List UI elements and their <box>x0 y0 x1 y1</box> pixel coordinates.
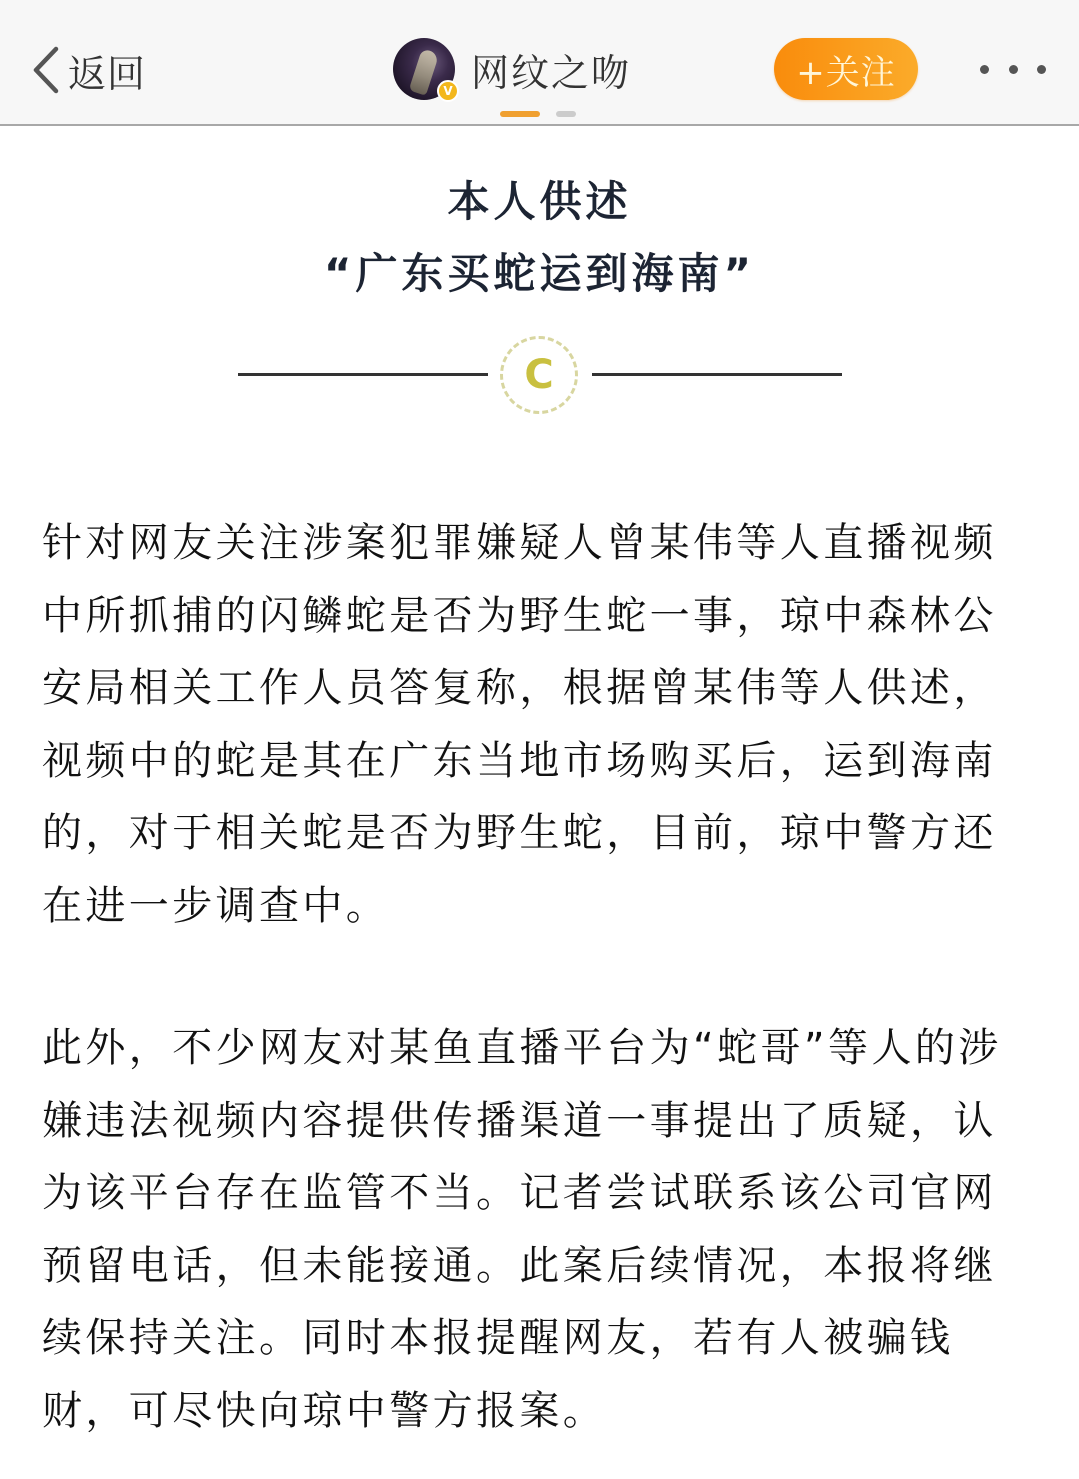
section-divider <box>238 334 842 416</box>
divider-line-right <box>592 373 842 376</box>
ellipsis-icon <box>980 65 989 74</box>
author-profile[interactable] <box>393 38 631 100</box>
divider-line-left <box>238 373 488 376</box>
back-button[interactable] <box>28 40 146 100</box>
paragraph-line: 视频中的蛇是其在广东当地市场购买后，运到海南 <box>42 737 997 784</box>
article-title-line-2: “广东买蛇运到海南” <box>323 249 756 298</box>
paragraph-line: 财，可尽快向琼中警方报案。 <box>42 1387 607 1434</box>
avatar-image <box>409 48 440 95</box>
paragraph-line: 安局相关工作人员答复称，根据曾某伟等人供述， <box>42 665 997 711</box>
article-title-line-1: 本人供述 <box>447 177 632 226</box>
paragraph-line: 的，对于相关蛇是否为野生蛇，目前，琼中警方还 <box>42 810 997 856</box>
ellipsis-icon <box>1009 65 1018 74</box>
more-options-button[interactable] <box>980 56 1046 82</box>
follow-button[interactable]: +关注 <box>774 38 918 100</box>
page-indicator-dot <box>556 111 576 117</box>
dashed-circle-icon <box>500 336 578 414</box>
verified-badge-icon: V <box>437 80 459 102</box>
paragraph-line: 为该平台存在监管不当。记者尝试联系该公司官网 <box>42 1170 997 1216</box>
chevron-left-icon <box>28 45 62 95</box>
avatar[interactable] <box>393 38 455 100</box>
paragraph-line: 中所抓捕的闪鳞蛇是否为野生蛇一事，琼中森林公 <box>42 592 997 639</box>
page-indicator-dot-active <box>500 111 540 117</box>
paragraph-line: 针对网友关注涉案犯罪嫌疑人曾某伟等人直播视频 <box>42 520 997 566</box>
back-label: 返回 <box>68 51 147 96</box>
paragraph-line: 续保持关注。同时本报提醒网友，若有人被骗钱 <box>42 1315 954 1361</box>
page-indicator <box>500 111 576 117</box>
paragraph-line: 在进一步调查中。 <box>42 882 390 929</box>
paragraph-line: 预留电话，但未能接通。此案后续情况，本报将继 <box>42 1242 997 1289</box>
ellipsis-icon <box>1037 65 1046 74</box>
paragraph-line: 嫌违法视频内容提供传播渠道一事提出了质疑，认 <box>42 1097 997 1144</box>
paragraph-line: 此外，不少网友对某鱼直播平台为“蛇哥”等人的涉 <box>42 1025 1002 1071</box>
top-navigation-bar <box>0 0 1079 126</box>
article-paragraph-2 <box>42 1012 1038 1447</box>
article-heading <box>0 172 1079 304</box>
article-paragraph-1 <box>42 507 1038 942</box>
divider-letter: C <box>524 352 554 398</box>
author-name[interactable]: 网纹之吻 <box>471 50 632 95</box>
